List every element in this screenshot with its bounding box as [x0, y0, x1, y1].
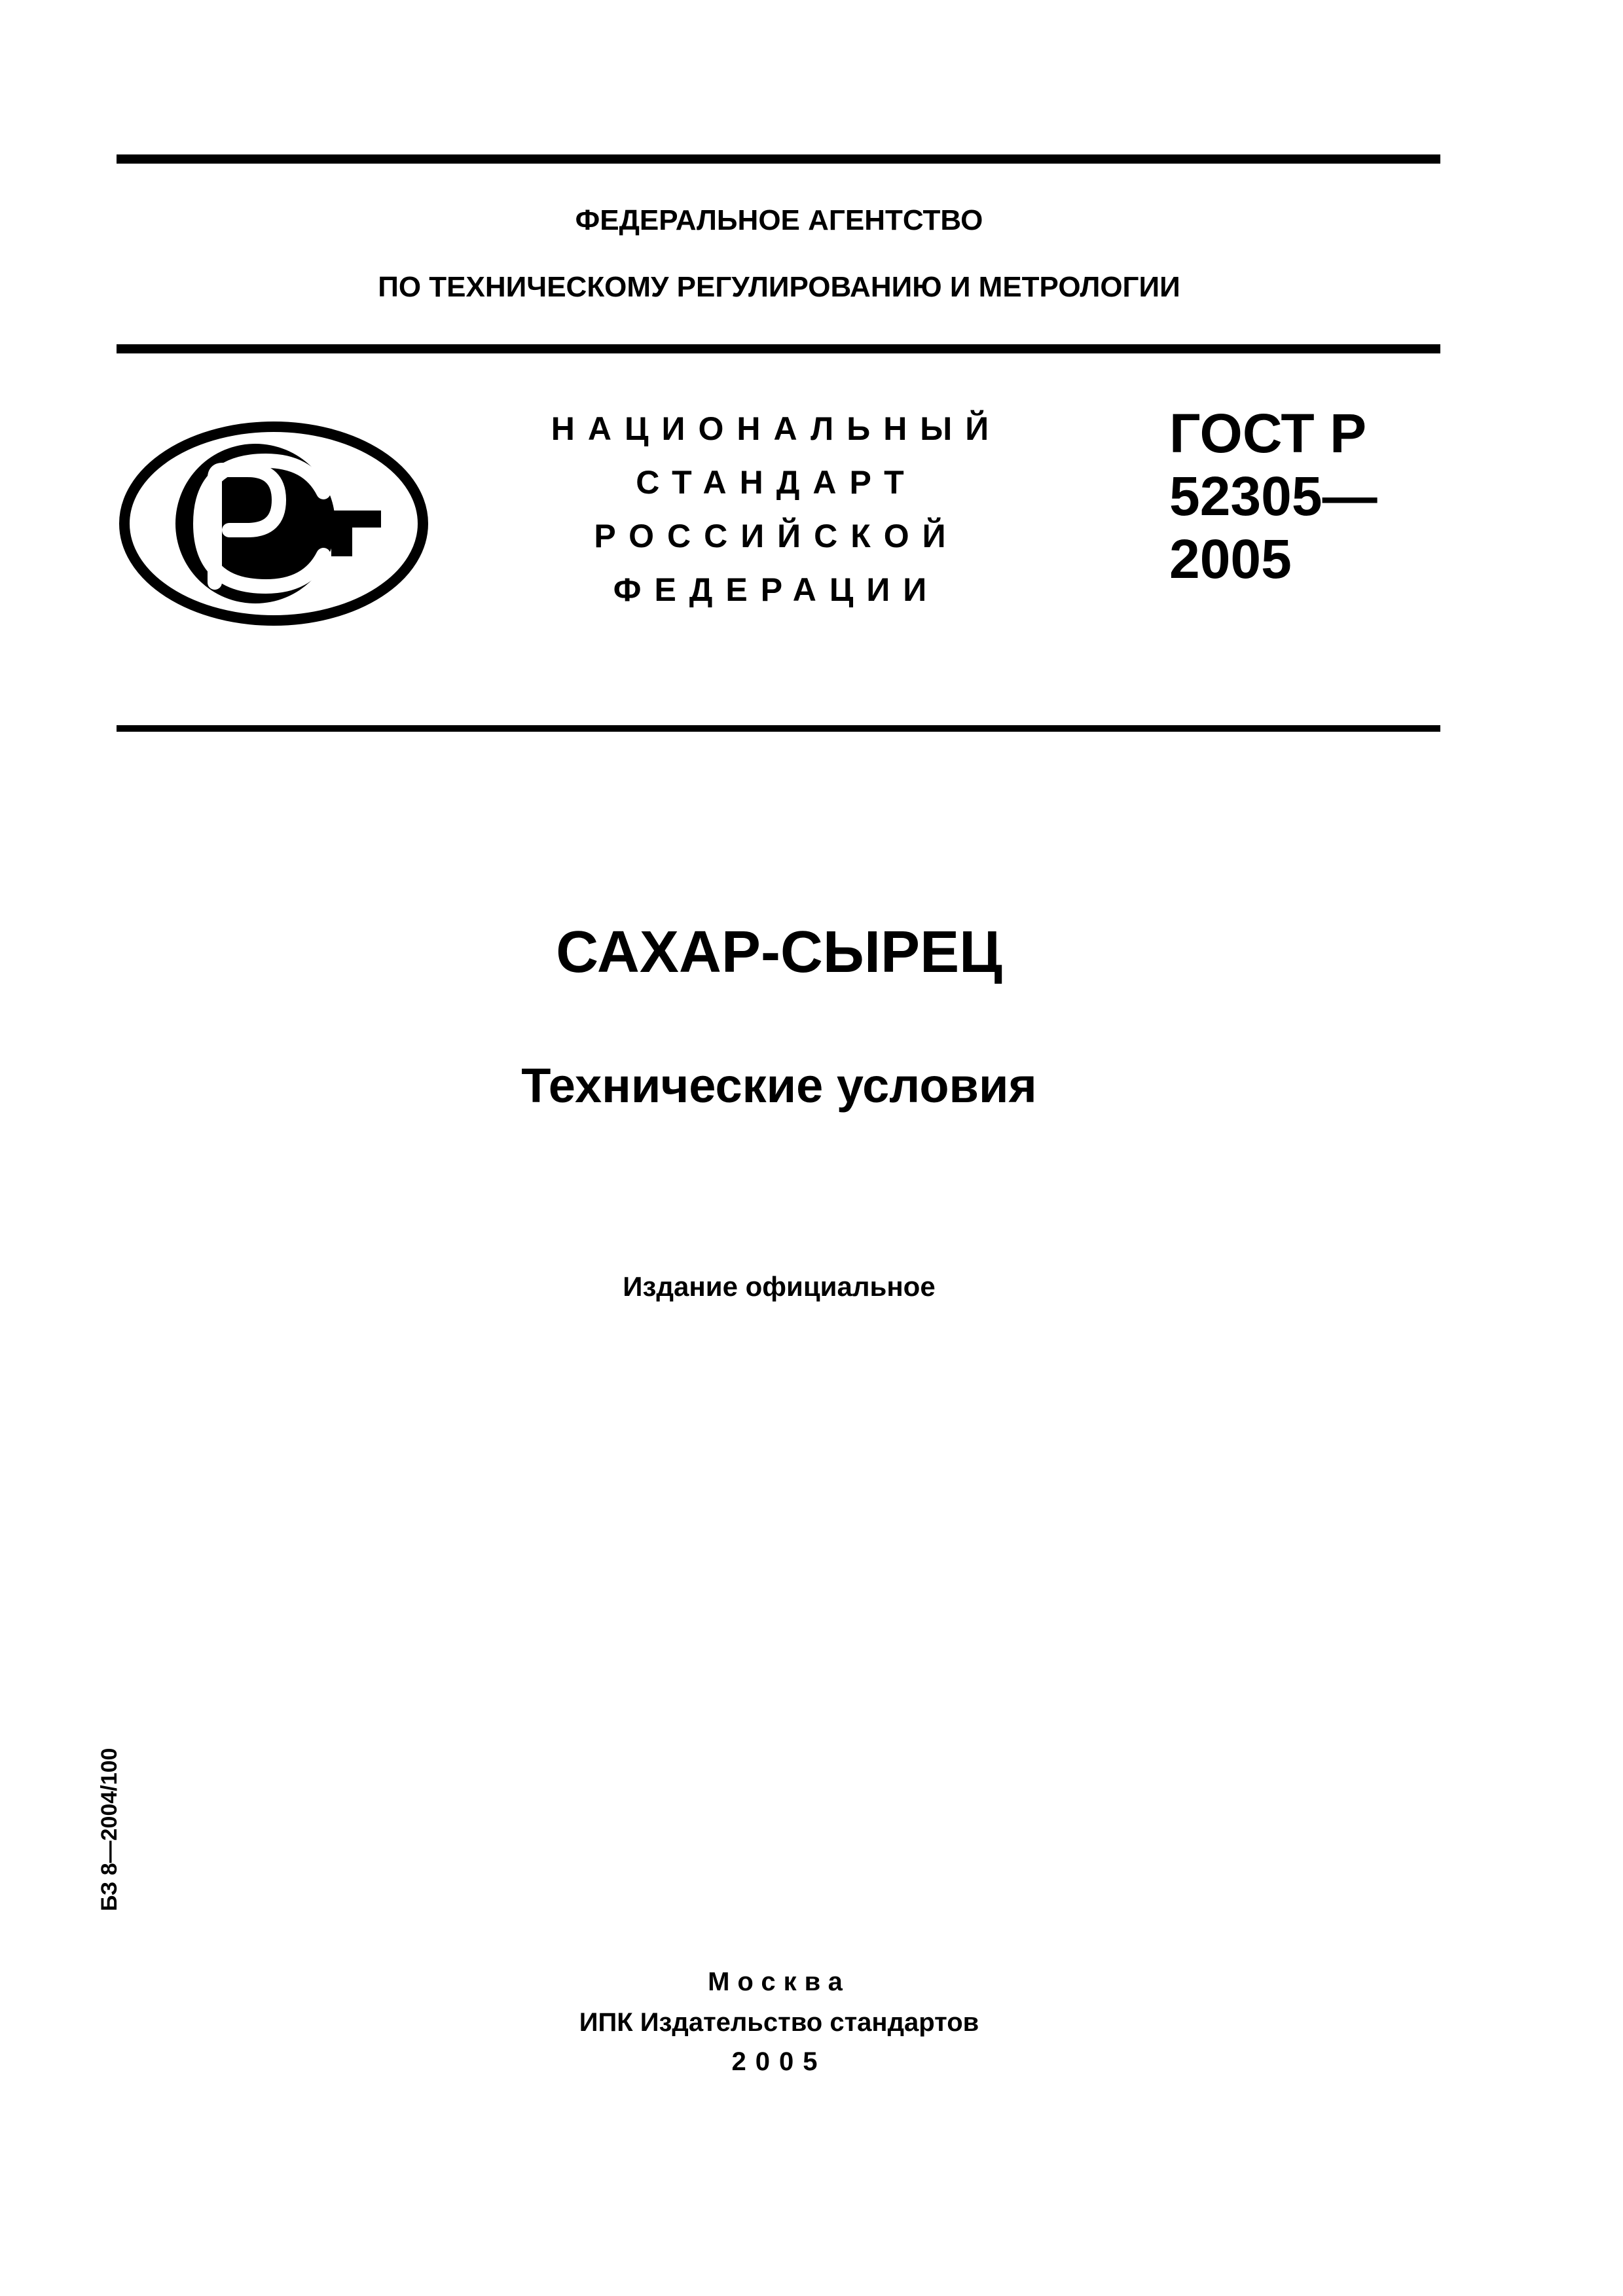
- document-title: САХАР-СЫРЕЦ: [556, 920, 1002, 985]
- national-standard-line-3: РОССИЙСКОЙ: [594, 518, 959, 554]
- agency-line-2: ПО ТЕХНИЧЕСКОМУ РЕГУЛИРОВАНИЮ И МЕТРОЛОГИИ: [378, 271, 1180, 303]
- header-bottom-rule: [117, 725, 1440, 732]
- gost-number-line-3: 2005: [1169, 528, 1292, 590]
- national-standard-line-4: ФЕДЕРАЦИИ: [613, 571, 940, 608]
- national-standard-line-1: НАЦИОНАЛЬНЫЙ: [551, 410, 1002, 447]
- imprint-year: 2005: [731, 2047, 827, 2076]
- top-rule: [117, 154, 1440, 164]
- imprint-city: Москва: [708, 1967, 850, 1996]
- gost-number-line-2: 52305—: [1169, 465, 1377, 527]
- national-standard-line-2: СТАНДАРТ: [636, 464, 917, 501]
- gost-number-line-1: ГОСТ Р: [1169, 403, 1367, 464]
- imprint-publisher: ИПК Издательство стандартов: [579, 2008, 979, 2037]
- agency-line-1: ФЕДЕРАЛЬНОЕ АГЕНТСТВО: [575, 204, 983, 236]
- edition-note: Издание официальное: [623, 1271, 936, 1302]
- rst-logo-icon: [117, 419, 431, 628]
- document-subtitle: Технические условия: [521, 1058, 1037, 1113]
- agency-bottom-rule: [117, 344, 1440, 353]
- side-code: БЗ 8—2004/100: [97, 1748, 122, 1911]
